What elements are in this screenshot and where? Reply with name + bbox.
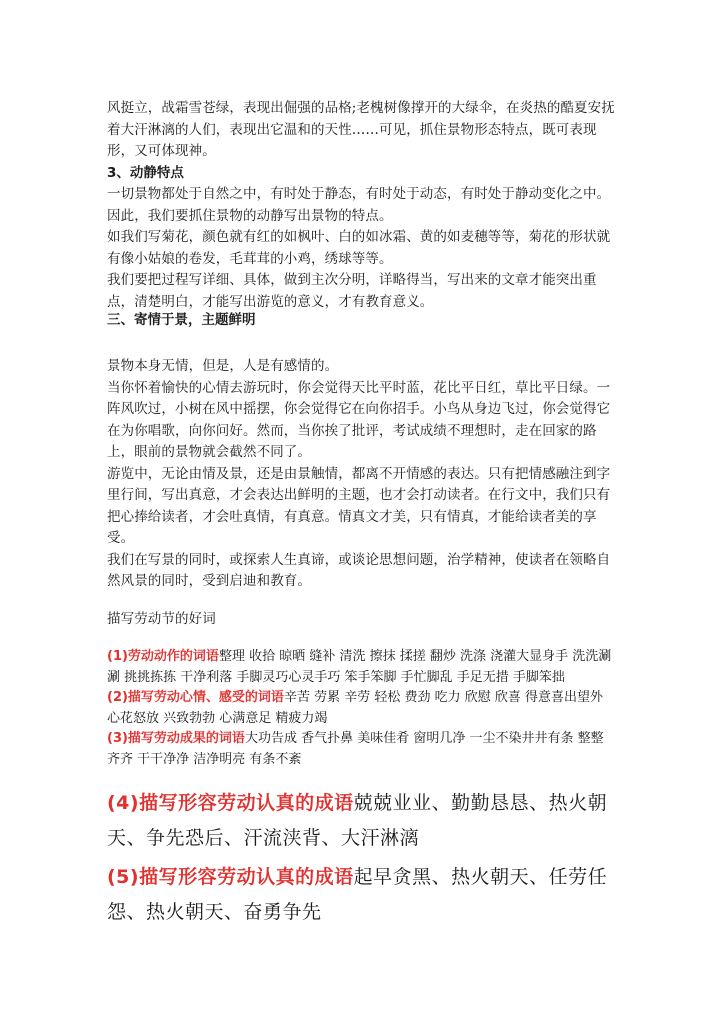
section-san-body [107,356,615,593]
paragraph-s2: 当你怀着愉快的心情去游玩时，你会觉得天比平时蓝，花比平日红，草比平日绿。一阵风吹过，小树在风中摇摆，你会觉得它在向你招手。小鸟从身边飞过，你会觉得它在为你唱歌，向你问好。然而，当你挨了批评，考试成绩不理想时，走在回家的路上，眼前的景物就会截然不同了。 [107,379,611,460]
word-list-block [107,647,615,770]
heading-emotion-theme: 三、寄情于景，主题鲜明 [107,312,256,328]
section-san-heading-block [107,310,615,331]
paragraph-s3: 游览中，无论由情及景，还是由景触情，都离不开情感的表达。只有把情感融注到字里行间，写出真意，才会表达出鲜明的主题，也才会打动读者。在行文中，我们只有把心捧给读者，才会吐真情，有真意。情真文才美，只有情真，才能给读者美的享受。 [107,465,611,546]
idiom-group-5 [107,860,615,930]
word-group-2-label: (2)描写劳动心情、感受的词语 [107,690,284,705]
section-3-block [107,163,615,313]
intro-paragraph: 风挺立，战霜雪苍绿，表现出倔强的品格;老槐树像撑开的大绿伞，在炎热的酷夏安抚着大汗淋漓的人们，表现出它温和的天性……可见，抓住景物形态特点，既可表现形，又可体现神。 [107,100,615,159]
heading-dynamic-static: 3、动静特点 [107,165,184,181]
idiom-block [107,786,615,930]
paragraph-3b: 如我们写菊花，颜色就有红的如枫叶、白的如冰霜、黄的如麦穗等等，菊花的形状就有像小姑娘的卷发，毛茸茸的小鸡，绣球等等。 [107,229,611,267]
idiom-group-4-label: (4)描写形容劳动认真的成语 [107,792,354,814]
intro-paragraph-block [107,98,615,163]
paragraph-s4: 我们在写景的同时，或探索人生真谛，或谈论思想问题，治学精神，使读者在领略自然风景的同时，受到启迪和教育。 [107,551,611,589]
idiom-group-4-text: 兢兢业业、勤勤恳恳、热火朝天、争先恐后、汗流浃背、大汗淋漓 [107,792,608,849]
paragraph-3c: 我们要把过程写详细、具体，做到主次分明，详略得当，写出来的文章才能突出重点，清楚明白，才能写出游览的意义，才有教育意义。 [107,272,597,310]
word-group-1 [107,647,615,688]
word-group-1-text: 整理 收拾 晾晒 缝补 清洗 擦抹 揉搓 翻炒 洗涤 浇灌大显身手 洗洗涮涮 挑挑拣拣 干净利落 手脚灵巧心灵手巧 笨手笨脚 手忙脚乱 手足无措 手脚笨拙 [107,649,612,685]
paragraph-s1: 景物本身无情，但是，人是有感情的。 [107,358,339,374]
idiom-group-4 [107,786,615,856]
word-group-2 [107,688,615,729]
idiom-group-5-text: 起早贪黑、热火朝天、任劳任怨、热火朝天、奋勇争先 [107,866,608,923]
word-group-3 [107,729,615,770]
section-title-block [107,609,615,631]
section-title: 描写劳动节的好词 [107,611,216,627]
word-group-1-label: (1)劳动动作的词语 [107,649,219,664]
word-group-2-text: 辛苦 劳累 辛劳 轻松 费劲 吃力 欣慰 欣喜 得意喜出望外 心花怒放 兴致勃勃 心满意足 精疲力竭 [107,690,603,726]
word-group-3-text: 大功告成 香气扑鼻 美味佳肴 窗明几净 一尘不染井井有条 整整齐齐 干干净净 洁净明亮 有条不紊 [107,731,604,767]
word-group-3-label: (3)描写劳动成果的词语 [107,731,245,746]
idiom-group-5-label: (5)描写形容劳动认真的成语 [107,866,354,888]
paragraph-3a: 一切景物都处于自然之中，有时处于静态，有时处于动态，有时处于静动变化之中。因此，我们要抓住景物的动静写出景物的特点。 [107,186,611,224]
